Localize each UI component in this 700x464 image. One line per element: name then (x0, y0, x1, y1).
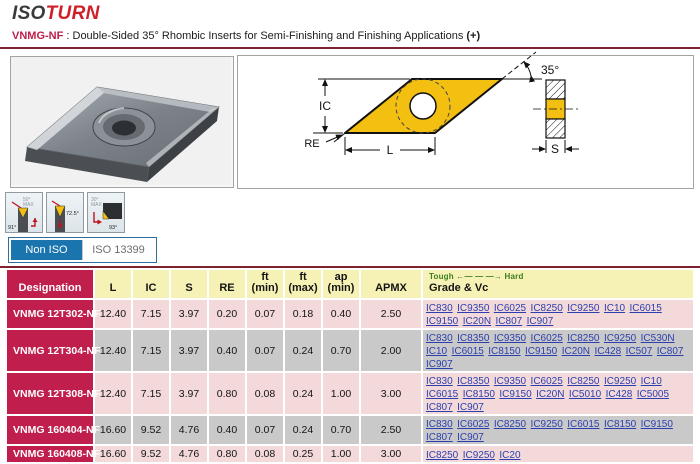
value-cell: 2.50 (361, 300, 421, 328)
column-header-designation: Designation (7, 270, 93, 298)
grade-link[interactable]: IC907 (457, 432, 484, 443)
tough-hard-scale: Tough ←— — —→ Hard (429, 272, 524, 281)
grade-link[interactable]: IC428 (594, 346, 622, 357)
thumb-label: 72.5° (66, 211, 79, 217)
value-cell: 0.80 (209, 446, 245, 462)
grade-link[interactable]: IC20N (462, 316, 492, 327)
spec-table-head-row (7, 270, 693, 298)
holder-thumb-3-image (88, 193, 124, 232)
designation-cell: VNMG 12T304-NF (7, 330, 93, 371)
grade-link[interactable]: IC8250 (493, 419, 527, 430)
grade-link[interactable]: IC8350 (457, 376, 490, 387)
grade-link[interactable]: IC20 (499, 449, 521, 461)
value-cell: 0.40 (209, 330, 245, 371)
column-header: ap (min) (323, 270, 359, 298)
value-cell: 0.25 (285, 446, 321, 462)
designation-cell: VNMG 160408-NF (7, 446, 93, 462)
standard-toggle (8, 237, 157, 263)
value-cell: 2.50 (361, 416, 421, 444)
grade-link[interactable]: IC8250 (530, 303, 563, 314)
grade-link[interactable]: IC8350 (457, 333, 490, 344)
grade-link[interactable]: IC9250 (603, 376, 637, 387)
product-code: VNMG-NF (12, 30, 64, 42)
value-cell: 0.07 (247, 300, 283, 328)
dimension-drawing-panel (237, 55, 694, 189)
designation-cell: VNMG 12T308-NF (7, 373, 93, 414)
value-cell: 7.15 (133, 373, 169, 414)
insert-photo-panel (10, 56, 234, 188)
spec-table (5, 268, 695, 464)
value-cell: 0.08 (247, 373, 283, 414)
value-cell: 1.00 (323, 446, 359, 462)
page-title (12, 30, 480, 42)
column-header-grade (423, 270, 693, 298)
grade-link[interactable]: IC10 (426, 346, 448, 357)
header-divider (0, 47, 700, 49)
grade-link[interactable]: IC507 (625, 346, 653, 357)
grades-cell (423, 330, 693, 371)
value-cell: 0.40 (323, 300, 359, 328)
grade-link[interactable]: IC20N (536, 389, 565, 400)
value-cell: 0.24 (285, 416, 321, 444)
value-cell: 4.76 (171, 446, 207, 462)
thumb-label: 30° (91, 197, 99, 203)
value-cell: 0.18 (285, 300, 321, 328)
grades-cell (423, 446, 693, 462)
holder-thumb-2[interactable] (46, 192, 84, 233)
grade-link[interactable]: IC8150 (488, 346, 521, 357)
grade-link[interactable]: IC807 (656, 346, 684, 357)
value-cell: 4.76 (171, 416, 207, 444)
thumb-label: MAX (91, 202, 102, 208)
value-cell: 0.20 (209, 300, 245, 328)
isoturn-logo (12, 3, 100, 25)
grade-link[interactable]: IC807 (426, 402, 453, 413)
non-iso-button[interactable]: Non ISO (11, 240, 82, 260)
value-cell: 0.70 (323, 416, 359, 444)
value-cell: 12.40 (95, 300, 131, 328)
value-cell: 0.07 (247, 330, 283, 371)
grade-link[interactable]: IC807 (495, 316, 523, 327)
grade-link[interactable]: IC6015 (629, 303, 662, 314)
value-cell: 0.24 (285, 373, 321, 414)
grade-link[interactable]: IC9150 (426, 316, 459, 327)
grade-link[interactable]: IC428 (605, 389, 633, 400)
thumb-label: 91° (8, 225, 17, 231)
value-cell: 0.40 (209, 416, 245, 444)
value-cell: 0.08 (247, 446, 283, 462)
grade-link[interactable]: IC6025 (530, 333, 563, 344)
value-cell: 3.97 (171, 300, 207, 328)
dim-label-s: S (550, 142, 560, 156)
title-separator: : (63, 30, 73, 42)
table-row (7, 416, 693, 444)
value-cell: 3.97 (171, 330, 207, 371)
dim-label-re: RE (304, 138, 320, 150)
grade-link[interactable]: IC8250 (567, 333, 600, 344)
title-plus: (+) (466, 30, 481, 42)
value-cell: 0.24 (285, 330, 321, 371)
holder-thumb-1-image (6, 193, 42, 232)
column-header: ft (min) (247, 270, 283, 298)
column-header: S (171, 270, 207, 298)
grade-link[interactable]: IC20N (561, 346, 591, 357)
grade-link[interactable]: IC907 (426, 359, 453, 370)
grade-link[interactable]: IC830 (426, 419, 453, 430)
column-header: APMX (361, 270, 421, 298)
dim-label-l: L (386, 143, 394, 157)
grades-cell (423, 373, 693, 414)
table-row (7, 446, 693, 462)
grade-link[interactable]: IC5010 (568, 389, 602, 400)
grade-link[interactable]: IC6015 (567, 419, 600, 430)
holder-thumb-2-image (47, 193, 83, 232)
value-cell: 3.00 (361, 373, 421, 414)
grade-link[interactable]: IC907 (526, 316, 554, 327)
thumb-label: MAX (23, 202, 34, 208)
grade-link[interactable]: IC6025 (530, 376, 563, 387)
grade-link[interactable]: IC10 (603, 303, 626, 314)
grade-link[interactable]: IC907 (457, 402, 484, 413)
grade-link[interactable]: IC9250 (567, 303, 600, 314)
thumb-label: 93° (109, 225, 118, 231)
holder-thumb-1[interactable] (5, 192, 43, 233)
column-header: RE (209, 270, 245, 298)
grades-cell (423, 416, 693, 444)
value-cell: 16.60 (95, 446, 131, 462)
designation-cell: VNMG 12T302-NF (7, 300, 93, 328)
grades-cell (423, 300, 693, 328)
value-cell: 3.00 (361, 446, 421, 462)
title-description: Double-Sided 35° Rhombic Inserts for Semi-Finishing and Finishing Applications (72, 30, 467, 42)
iso-13399-button[interactable]: ISO 13399 (82, 240, 154, 260)
grade-link[interactable]: IC9150 (640, 419, 673, 430)
grade-link[interactable]: IC9250 (462, 449, 495, 461)
logo-turn: TURN (45, 3, 100, 24)
column-header: IC (133, 270, 169, 298)
value-cell: 0.70 (323, 330, 359, 371)
grade-link[interactable]: IC9350 (493, 376, 527, 387)
column-header: L (95, 270, 131, 298)
value-cell: 12.40 (95, 330, 131, 371)
holder-thumbnails (5, 192, 128, 233)
table-row (7, 300, 693, 328)
grade-link[interactable]: IC10 (640, 376, 662, 387)
grade-link[interactable]: IC6015 (426, 389, 459, 400)
value-cell: 3.97 (171, 373, 207, 414)
column-header: ft (max) (285, 270, 321, 298)
dimension-drawing (238, 56, 693, 188)
spec-table-body (7, 300, 693, 462)
grade-link[interactable]: IC807 (426, 432, 453, 443)
value-cell: 12.40 (95, 373, 131, 414)
value-cell: 2.00 (361, 330, 421, 371)
grade-link[interactable]: IC530N (640, 333, 675, 344)
grade-link[interactable]: IC9150 (524, 346, 558, 357)
grade-link[interactable]: IC9250 (603, 333, 637, 344)
grade-link[interactable]: IC6025 (493, 303, 527, 314)
grade-link[interactable]: IC6025 (457, 419, 490, 430)
value-cell: 7.15 (133, 300, 169, 328)
grade-link[interactable]: IC830 (426, 303, 453, 314)
value-cell: 9.52 (133, 416, 169, 444)
value-cell: 7.15 (133, 330, 169, 371)
dim-label-ic: IC (319, 99, 331, 113)
holder-thumb-3[interactable] (87, 192, 125, 233)
table-row (7, 373, 693, 414)
grade-link[interactable]: IC830 (426, 333, 453, 344)
value-cell: 0.07 (247, 416, 283, 444)
value-cell: 0.80 (209, 373, 245, 414)
grade-link[interactable]: IC830 (426, 376, 453, 387)
grade-link[interactable]: IC9250 (530, 419, 563, 430)
grade-link[interactable]: IC5005 (636, 389, 670, 400)
grade-link[interactable]: IC9150 (499, 389, 532, 400)
grade-link[interactable]: IC9350 (457, 303, 490, 314)
table-row (7, 330, 693, 371)
thumb-label: 50° (23, 197, 31, 203)
grade-vc-label: Grade & Vc (429, 282, 489, 294)
dim-label-angle: 35° (541, 63, 560, 77)
grade-link[interactable]: IC8250 (567, 376, 600, 387)
grade-link[interactable]: IC6015 (451, 346, 484, 357)
insert-photo (11, 57, 231, 185)
grade-link[interactable]: IC8150 (462, 389, 495, 400)
value-cell: 1.00 (323, 373, 359, 414)
value-cell: 16.60 (95, 416, 131, 444)
grade-link[interactable]: IC9350 (493, 333, 527, 344)
logo-iso: ISO (12, 3, 46, 24)
value-cell: 9.52 (133, 446, 169, 462)
grade-link[interactable]: IC8150 (603, 419, 637, 430)
grade-link[interactable]: IC8250 (426, 449, 459, 461)
designation-cell: VNMG 160404-NF (7, 416, 93, 444)
